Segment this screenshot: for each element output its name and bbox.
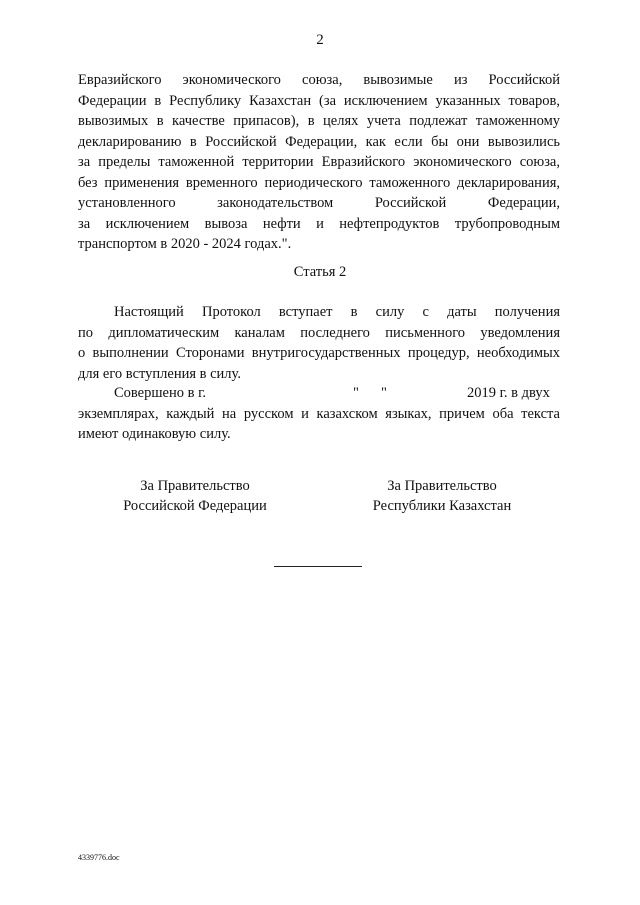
text-line: за исключением вывоза нефти и нефтепродуктов трубопроводным xyxy=(78,215,560,232)
text-line: декларированию в Российской Федерации, как если бы они вывозились xyxy=(78,133,560,150)
text-line: транспортом в 2020 - 2024 годах.". xyxy=(78,236,292,252)
paragraph-done-at xyxy=(78,383,560,445)
text-line: о выполнении Сторонами внутригосударственных процедур, необходимых xyxy=(78,345,560,361)
text-line: без применения временного периодического таможенного декларирования, xyxy=(78,174,560,191)
text-line: по дипломатическим каналам последнего письменного уведомления xyxy=(78,324,560,341)
text-line: экземплярах, каждый на русском и казахском языках, причем оба текста xyxy=(78,405,560,422)
year-text: 2019 г. в двух xyxy=(467,385,550,401)
signature-block-russia xyxy=(75,476,315,516)
signature-line: Российской Федерации xyxy=(123,498,267,514)
text-line: установленного законодательством Российской Федерации, xyxy=(78,195,560,211)
date-quote-close: " xyxy=(381,385,387,401)
text-line: для его вступления в силу. xyxy=(78,365,241,382)
text-line: Евразийского экономического союза, вывозимые из Российской xyxy=(78,72,560,88)
date-quote-open: " xyxy=(353,385,359,401)
end-divider xyxy=(274,566,362,567)
text-line: за пределы таможенной территории Евразийского экономического союза, xyxy=(78,154,560,170)
article-title: Статья 2 xyxy=(293,264,347,280)
signature-line: Республики Казахстан xyxy=(372,498,512,514)
text-line: имеют одинаковую силу. xyxy=(78,426,231,442)
paragraph-continuation xyxy=(78,70,560,255)
document-footer-id: 4339776.doc xyxy=(78,853,120,862)
signature-block-kazakhstan xyxy=(322,476,562,516)
paragraph-entry-into-force xyxy=(78,302,560,384)
text-line: Федерации в Республику Казахстан (за исключением указанных товаров, xyxy=(78,92,560,109)
signature-line: За Правительство xyxy=(387,478,497,494)
page-number: 2 xyxy=(316,32,324,48)
text-line: вывозимых в качестве припасов), в целях учета подлежат таможенному xyxy=(78,113,560,129)
done-at-label: Совершено в г. xyxy=(114,385,207,401)
signature-line: За Правительство xyxy=(140,478,250,494)
text-line: Настоящий Протокол вступает в силу с даты получения xyxy=(114,304,560,320)
done-at-line xyxy=(78,383,560,404)
